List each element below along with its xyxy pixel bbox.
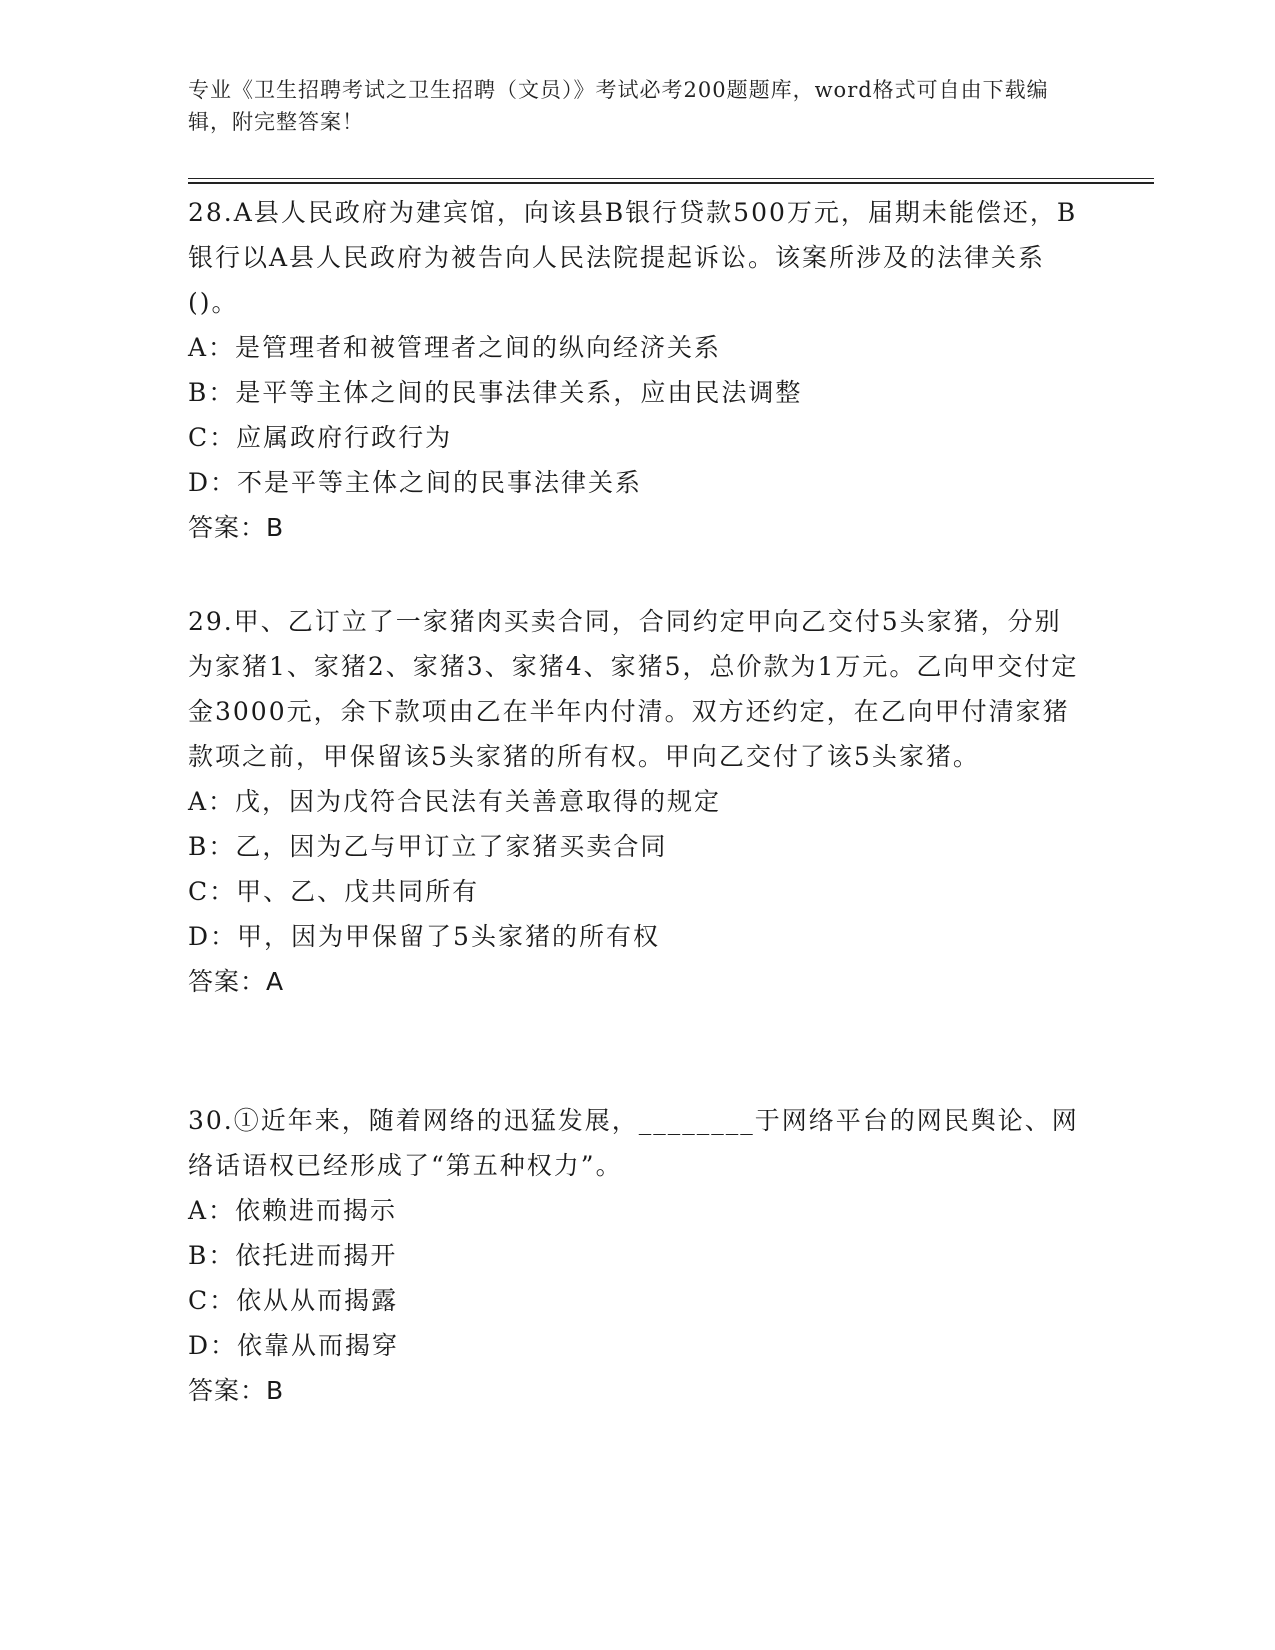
option-c: C：依从从而揭露 bbox=[188, 1286, 399, 1315]
question-stem: 28.A县人民政府为建宾馆，向该县B银行贷款500万元，届期未能偿还，B银行以A县人民政府为被告向人民法院提起诉讼。该案所涉及的法律关系()。 bbox=[188, 198, 1078, 317]
option-c: C：应属政府行政行为 bbox=[188, 423, 453, 452]
question-28 bbox=[188, 190, 1088, 550]
question-stem: 30.①近年来，随着网络的迅猛发展，________于网络平台的网民舆论、网络话语权已经形成了“第五种权力”。 bbox=[188, 1106, 1079, 1180]
answer: 答案：B bbox=[188, 513, 285, 542]
header-rule-thick bbox=[188, 182, 1154, 184]
option-c: C：甲、乙、戊共同所有 bbox=[188, 877, 480, 906]
option-a: A：是管理者和被管理者之间的纵向经济关系 bbox=[188, 333, 722, 362]
question-29 bbox=[188, 599, 1088, 1004]
option-a: A：戊，因为戊符合民法有关善意取得的规定 bbox=[188, 787, 722, 816]
option-d: D：甲，因为甲保留了5头家猪的所有权 bbox=[188, 922, 660, 951]
document-header: 专业《卫生招聘考试之卫生招聘（文员）》考试必考200题题库，word格式可自由下载编辑，附完整答案！ bbox=[188, 78, 1049, 134]
option-b: B：乙，因为乙与甲订立了家猪买卖合同 bbox=[188, 832, 668, 861]
header-rule-thin bbox=[188, 178, 1154, 179]
answer: 答案：A bbox=[188, 967, 285, 996]
option-d: D：依靠从而揭穿 bbox=[188, 1331, 400, 1360]
option-a: A：依赖进而揭示 bbox=[188, 1196, 398, 1225]
option-b: B：依托进而揭开 bbox=[188, 1241, 398, 1270]
option-b: B：是平等主体之间的民事法律关系，应由民法调整 bbox=[188, 378, 803, 407]
answer: 答案：B bbox=[188, 1376, 285, 1405]
question-30 bbox=[188, 1098, 1088, 1413]
option-d: D：不是平等主体之间的民事法律关系 bbox=[188, 468, 643, 497]
question-stem: 29.甲、乙订立了一家猪肉买卖合同，合同约定甲向乙交付5头家猪，分别为家猪1、家猪2、家猪3、家猪4、家猪5，总价款为1万元。乙向甲交付定金3000元，余下款项由乙在半年内付清。双方还约定，在乙向甲付清家猪款项之前，甲保留该5头家猪的所有权。甲向乙交付了该5头家猪。 bbox=[188, 607, 1079, 771]
